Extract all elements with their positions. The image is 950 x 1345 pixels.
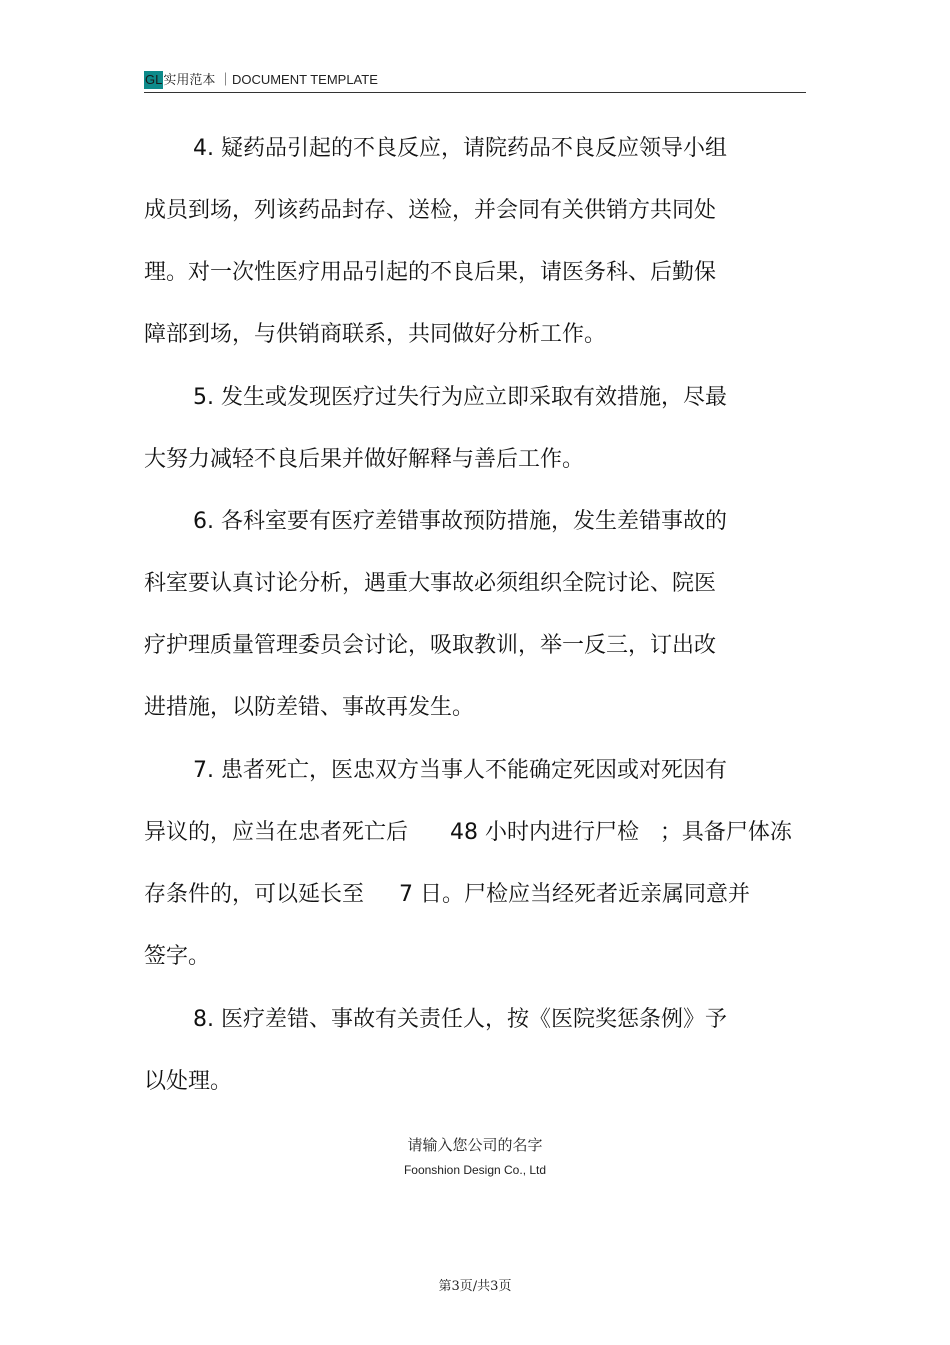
gl-logo: GL	[145, 72, 163, 87]
header-title: 实用范本 ｜DOCUMENT TEMPLATE	[163, 72, 378, 87]
paragraph-line: 科室要认真讨论分析，遇重大事故必须组织全院讨论、院医	[144, 571, 717, 596]
paragraph-line: 理。对一次性医疗用品引起的不良后果，请医务科、后勤保	[144, 260, 717, 285]
paragraph-line: 7. 患者死亡，医忠双方当事人不能确定死因或对死因有	[193, 758, 727, 783]
company-name-cn: 请输入您公司的名字	[407, 1136, 543, 1154]
paragraph-line: 5. 发生或发现医疗过失行为应立即采取有效措施，尽最	[193, 385, 727, 410]
paragraph-line: 签字。	[144, 944, 211, 969]
paragraph-line: 4. 疑药品引起的不良反应，请院药品不良反应领导小组	[193, 136, 727, 161]
paragraph-line: 6. 各科室要有医疗差错事故预防措施，发生差错事故的	[193, 509, 727, 534]
page-header	[144, 70, 806, 93]
paragraph-line: 成员到场，列该药品封存、送检，并会同有关供销方共同处	[144, 198, 717, 223]
company-name-en: Foonshion Design Co., Ltd	[403, 1163, 547, 1177]
paragraph-line: 疗护理质量管理委员会讨论，吸取教训，举一反三，订出改	[144, 633, 717, 658]
paragraph-line: 以处理。	[144, 1069, 233, 1094]
paragraph-line: 存条件的，可以延长至 7 日。尸检应当经死者近亲属同意并	[144, 882, 750, 907]
paragraph-line: 8. 医疗差错、事故有关责任人，按《医院奖惩条例》予	[193, 1007, 727, 1032]
paragraph-line: 异议的，应当在忠者死亡后 48 小时内进行尸检 ；具备尸体冻	[144, 820, 792, 845]
page-number: 第3页/共3页	[438, 1279, 512, 1294]
paragraph-line: 障部到场，与供销商联系，共同做好分析工作。	[144, 322, 607, 347]
paragraph-line: 大努力减轻不良后果并做好解释与善后工作。	[144, 447, 585, 472]
paragraph-line: 进措施，以防差错、事故再发生。	[144, 695, 475, 720]
